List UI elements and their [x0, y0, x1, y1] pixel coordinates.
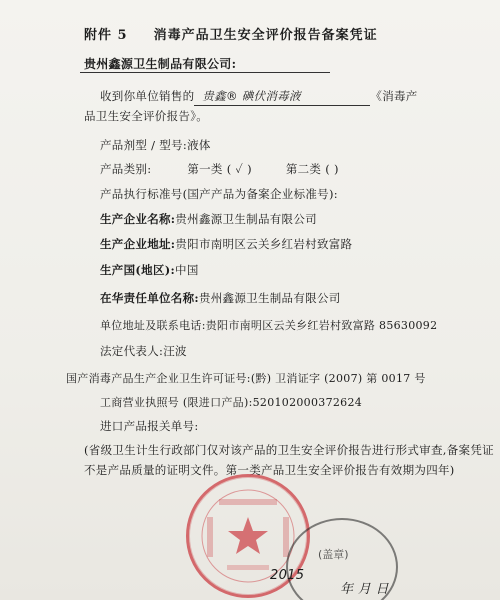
field-category: 产品类别: 第一类 ( ✓ ) 第二类 ( )	[100, 162, 339, 176]
field-import-approval: 进口产品报关单号:	[100, 419, 199, 433]
field-manufacturer: 生产企业名称:贵州鑫源卫生制品有限公司	[100, 212, 317, 226]
document-title: 消毒产品卫生安全评价报告备案凭证	[153, 28, 378, 43]
authority-seal-text: (盖章)	[318, 548, 349, 561]
attachment-number: 附件 5	[84, 28, 128, 43]
field-manufacturer-address: 生产企业地址:贵阳市南明区云关乡红岩村致富路	[100, 237, 353, 251]
field-standard: 产品执行标准号(国产产品为备案企业标准号):	[100, 187, 338, 201]
field-dosage-form: 产品剂型 / 型号:液体	[100, 138, 211, 152]
document-title-line	[84, 24, 378, 43]
addressee-company: 贵州鑫源卫生制品有限公司:	[84, 57, 237, 71]
category-class-2: 第二类	[285, 162, 322, 176]
field-hygiene-license: 国产消毒产品生产企业卫生许可证号:(黔) 卫消证字 (2007) 第 0017 号	[66, 372, 426, 385]
receipt-line: 收到你单位销售的 贵鑫® 碘伏消毒液 《消毒产	[100, 88, 418, 106]
field-legal-rep: 法定代表人:汪波	[100, 344, 187, 358]
date-year-handwritten: 2015	[270, 568, 305, 583]
field-responsible-unit: 在华责任单位名称:贵州鑫源卫生制品有限公司	[100, 291, 341, 305]
category-class-1: 第一类	[187, 162, 223, 176]
field-business-license: 工商营业执照号 (限进口产品):520102000372624	[100, 396, 363, 409]
product-name-handwritten: 贵鑫® 碘伏消毒液	[194, 88, 370, 106]
addressee-underline	[80, 72, 330, 73]
field-country: 生产国(地区):中国	[100, 263, 199, 277]
category-class-1-check: ( ✓ )	[226, 162, 252, 176]
category-class-2-mark: ( )	[325, 162, 339, 176]
field-unit-contact: 单位地址及联系电话:贵阳市南明区云关乡红岩村致富路 85630092	[100, 319, 438, 332]
note-paragraph: (省级卫生计生行政部门仅对该产品的卫生安全评价报告进行形式审查,备案凭证不是产品质量的证明文件。第一类产品卫生安全评价报告有效期为四年)	[84, 443, 494, 477]
receipt-line-2: 品卫生安全评价报告》。	[84, 109, 209, 123]
date-day-handwritten: 年 月 日	[340, 582, 389, 597]
